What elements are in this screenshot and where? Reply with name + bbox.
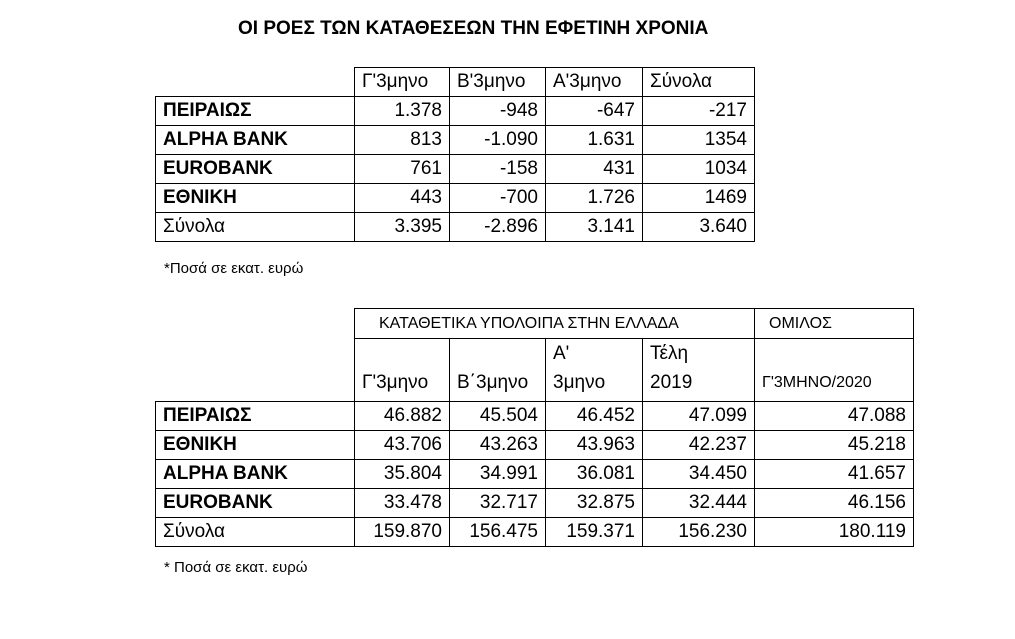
table-row [156,184,755,213]
total-cell: 180.119 [755,518,914,547]
total-cell: 159.870 [355,518,450,547]
units-note: *Ποσά σε εκατ. ευρώ [164,260,304,277]
value-cell: 813 [355,126,450,155]
value-cell: 33.478 [355,489,450,518]
value-cell: 41.657 [755,460,914,489]
table-row [156,431,914,460]
value-cell: 32.717 [450,489,546,518]
value-cell: -700 [450,184,546,213]
value-cell: 45.504 [450,402,546,431]
header-line: Τέλη [650,343,689,364]
column-header [546,339,643,402]
column-header: Α'3μηνο [546,68,643,97]
table-row [156,489,914,518]
header-line: 2019 [650,372,693,393]
value-cell: 34.450 [643,460,755,489]
value-cell: 1034 [643,155,755,184]
table-row [156,402,914,431]
value-cell: 46.156 [755,489,914,518]
column-header: Γ'3μηνο [355,339,450,402]
value-cell: 46.452 [546,402,643,431]
value-cell: 47.088 [755,402,914,431]
column-header [643,339,755,402]
value-cell: -647 [546,97,643,126]
value-cell: 761 [355,155,450,184]
value-cell: 46.882 [355,402,450,431]
total-cell: 3.640 [643,213,755,242]
value-cell: -158 [450,155,546,184]
value-cell: 431 [546,155,643,184]
page-title: ΟΙ ΡΟΕΣ ΤΩΝ ΚΑΤΑΘΕΣΕΩΝ ΤΗΝ ΕΦΕΤΙΝΗ ΧΡΟΝΙΑ [238,18,709,39]
total-cell: 3.395 [355,213,450,242]
units-note: * Ποσά σε εκατ. ευρώ [164,559,308,576]
value-cell: 1.631 [546,126,643,155]
totals-label: Σύνολα [156,518,355,547]
group-header-greece: ΚΑΤΑΘΕΤΙΚΑ ΥΠΟΛΟΙΠΑ ΣΤΗΝ ΕΛΛΑΔΑ [355,309,755,339]
table-header-row [156,68,755,97]
table-row [156,155,755,184]
value-cell: 47.099 [643,402,755,431]
value-cell: 1354 [643,126,755,155]
value-cell: 45.218 [755,431,914,460]
value-cell: 36.081 [546,460,643,489]
value-cell: 35.804 [355,460,450,489]
group-header-group: ΟΜΙΛΟΣ [755,309,914,339]
value-cell: 32.875 [546,489,643,518]
value-cell: 1469 [643,184,755,213]
table-row [156,460,914,489]
bank-name: EUROBANK [156,155,355,184]
bank-name: ΠΕΙΡΑΙΩΣ [156,402,355,431]
column-header: Γ'3ΜΗΝΟ/2020 [755,339,914,402]
value-cell: -1.090 [450,126,546,155]
header-line: 3μηνο [553,372,606,393]
column-header: Σύνολα [643,68,755,97]
bank-name: ALPHA BANK [156,460,355,489]
bank-name: ΕΘΝΙΚΗ [156,184,355,213]
bank-name: ΕΘΝΙΚΗ [156,431,355,460]
total-cell: 159.371 [546,518,643,547]
column-header: Γ'3μηνο [355,68,450,97]
bank-name: ΠΕΙΡΑΙΩΣ [156,97,355,126]
column-header: Β'3μηνο [450,68,546,97]
group-header-row [156,309,914,339]
deposit-flows-table [155,67,755,242]
value-cell: 443 [355,184,450,213]
corner-cell [156,339,355,402]
value-cell: 43.263 [450,431,546,460]
value-cell: 43.963 [546,431,643,460]
totals-label: Σύνολα [156,213,355,242]
value-cell: 42.237 [643,431,755,460]
total-cell: 156.475 [450,518,546,547]
total-cell: 3.141 [546,213,643,242]
bank-name: EUROBANK [156,489,355,518]
corner-cell [156,68,355,97]
value-cell: 32.444 [643,489,755,518]
table-row [156,126,755,155]
bank-name: ALPHA BANK [156,126,355,155]
value-cell: -217 [643,97,755,126]
table-row [156,97,755,126]
value-cell: 1.726 [546,184,643,213]
deposit-balances-table [155,308,914,547]
total-cell: 156.230 [643,518,755,547]
header-line: Α' [553,343,570,364]
column-header: Β΄3μηνο [450,339,546,402]
totals-row [156,213,755,242]
value-cell: 43.706 [355,431,450,460]
total-cell: -2.896 [450,213,546,242]
value-cell: -948 [450,97,546,126]
value-cell: 1.378 [355,97,450,126]
corner-cell [156,309,355,339]
value-cell: 34.991 [450,460,546,489]
totals-row [156,518,914,547]
table-header-row [156,339,914,402]
